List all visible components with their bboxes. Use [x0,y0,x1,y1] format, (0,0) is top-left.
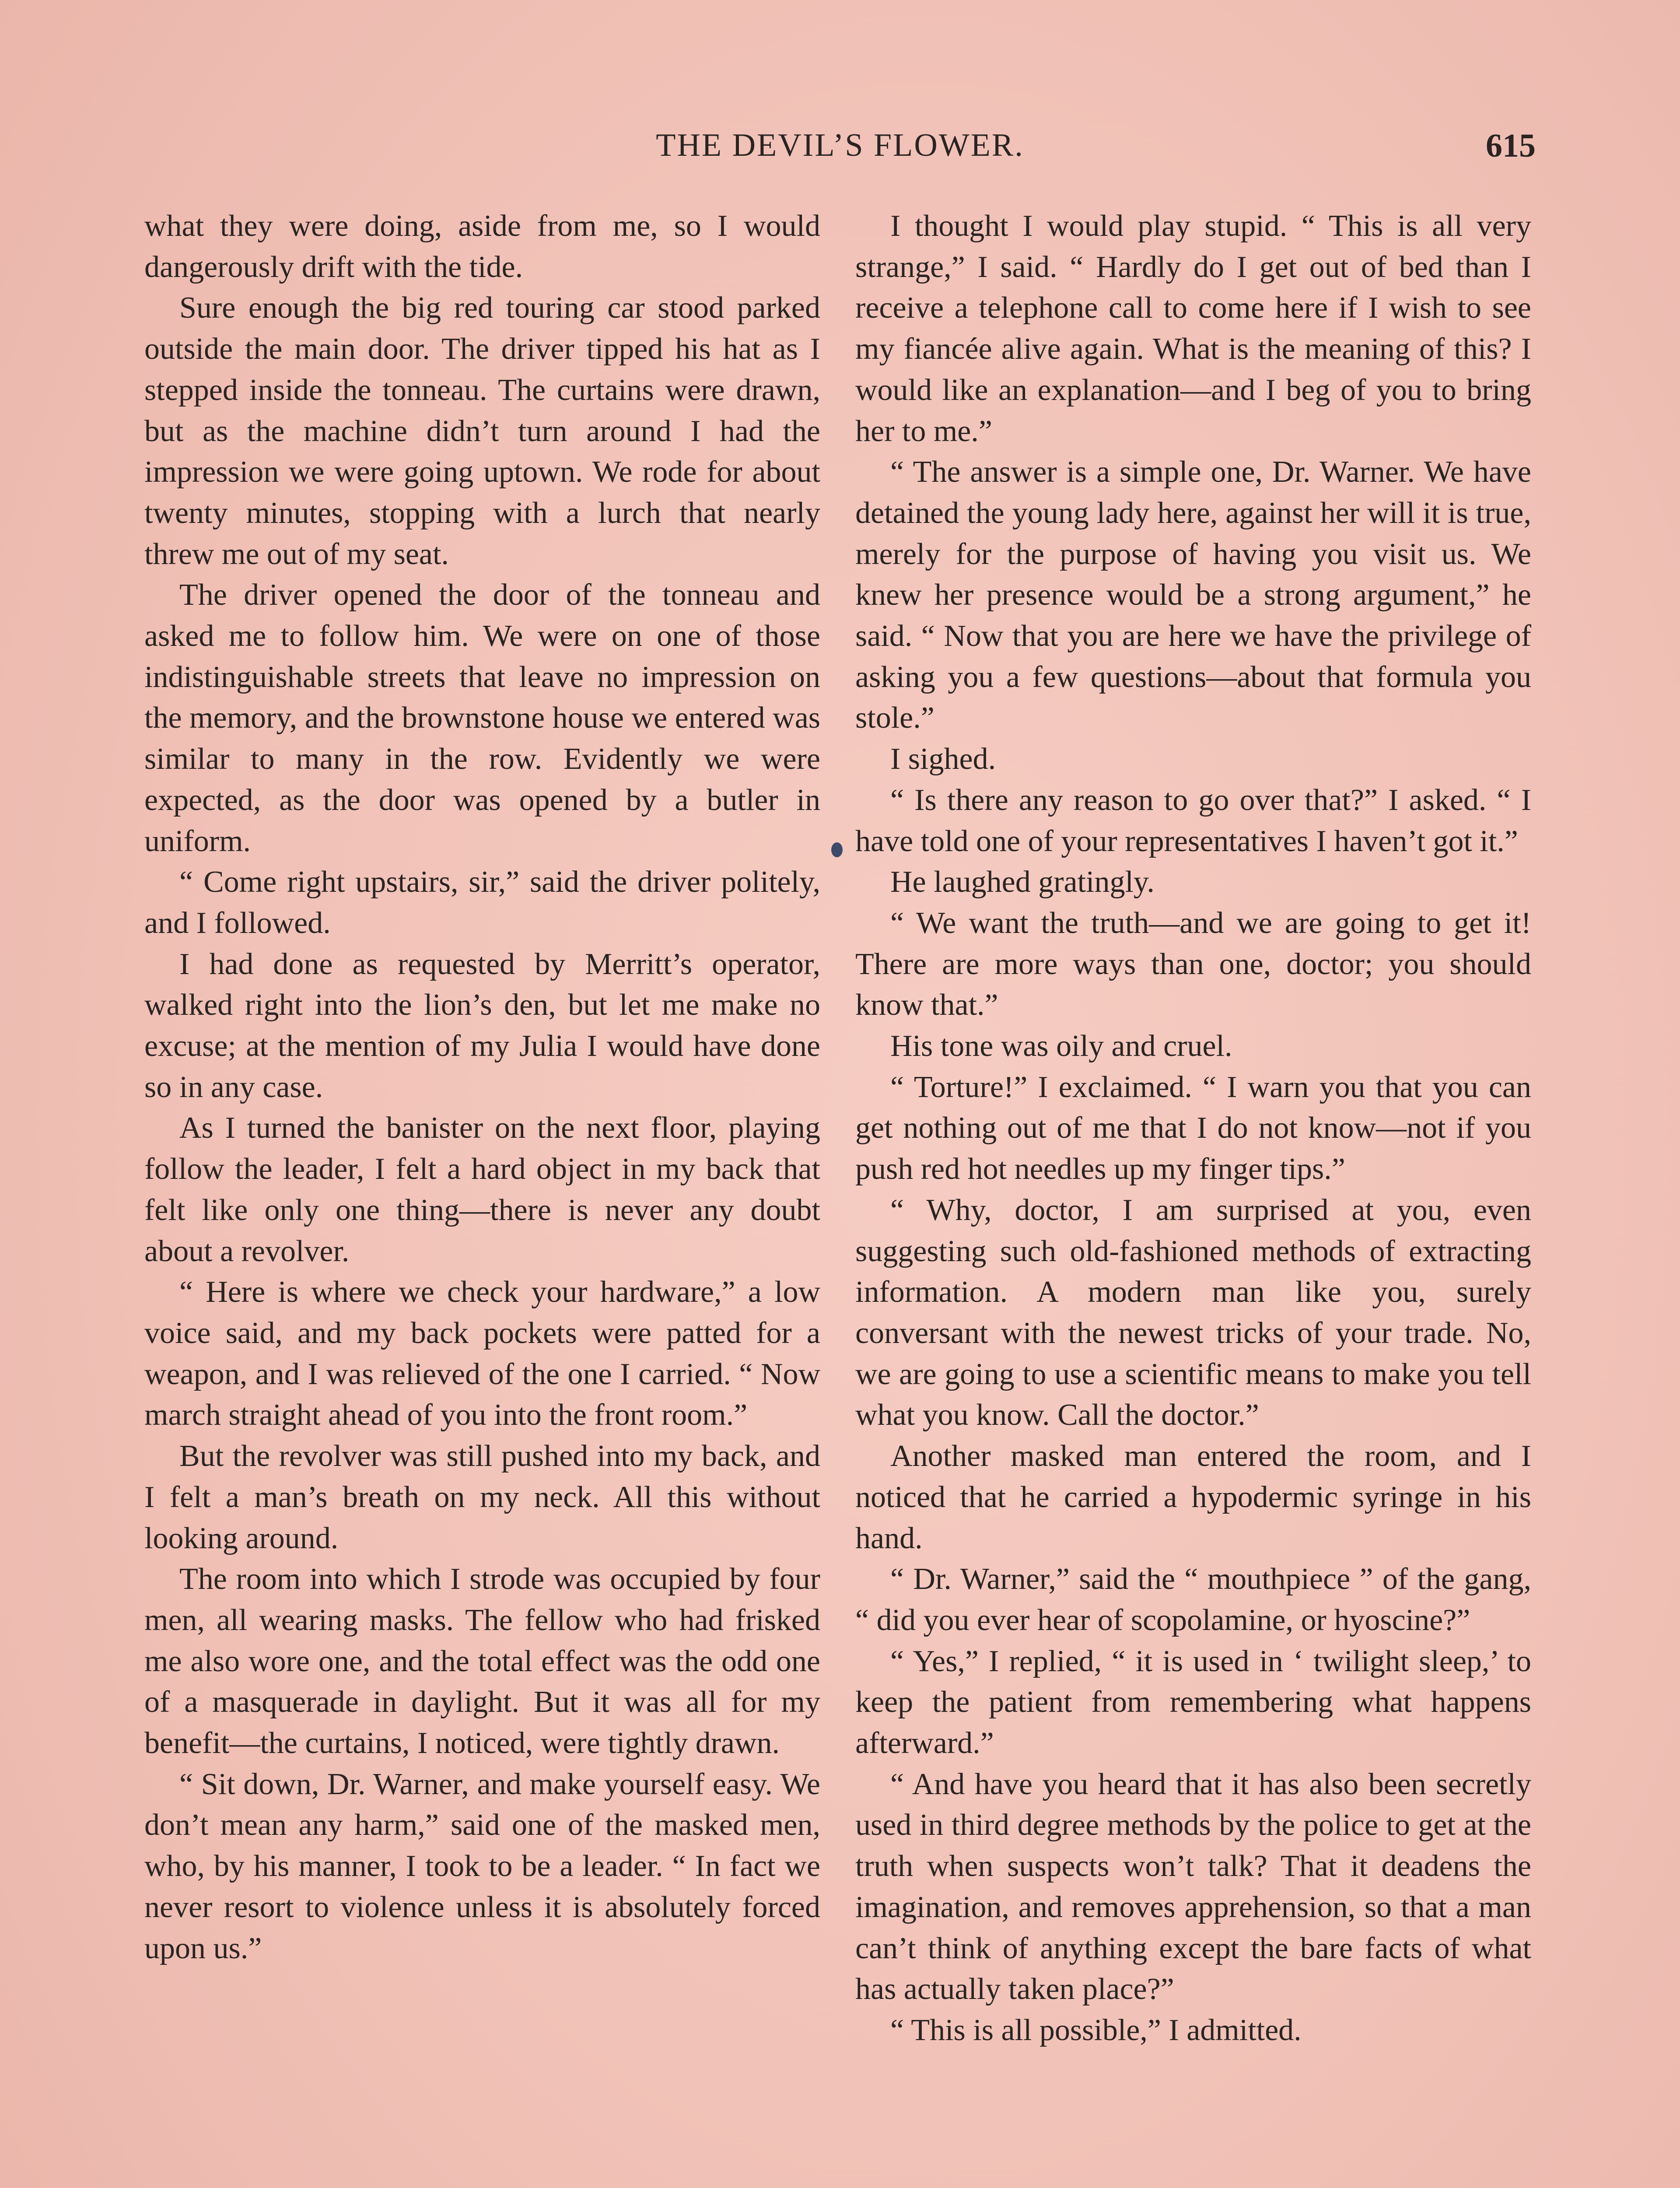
paragraph: His tone was oily and cruel. [890,1029,1232,1063]
paragraph: “ This is all possible,” I admitted. [890,2013,1302,2047]
right-text-column [855,206,1531,2051]
paragraph: “ Is there any reason to go over that?” I asked. “ I have told one of your representatives I haven’t got it.” [855,783,1531,858]
paragraph: “ The answer is a simple one, Dr. Warner. We have detained the young lady here, against her will it is true, merely for the purpose of having you visit us. We knew her presence would be a strong argument,” he said. “ Now that you are here we have the privilege of asking you a few questions—about that formula you stole.” [855,455,1531,735]
running-head-title: THE DEVIL’S FLOWER. [656,127,1024,163]
paragraph: I had done as requested by Merritt’s operator, walked right into the lion’s den, but let me make no excuse; at the mention of my Julia I would have done so in any case. [144,947,820,1104]
paragraph: But the revolver was still pushed into my back, and I felt a man’s breath on my neck. All this without looking around. [144,1439,820,1555]
paragraph: “ And have you heard that it has also been secretly used in third degree methods by the police to get at the truth when suspects won’t talk? That it deadens the imagination, and removes apprehension, so that a man can’t think of anything except the bare facts of what has actually taken place?” [855,1767,1531,2006]
paragraph: “ Torture!” I exclaimed. “ I warn you that you can get nothing out of me that I do not know—not if you push red hot needles up my finger tips.” [855,1070,1531,1186]
paragraph: The driver opened the door of the tonneau and asked me to follow him. We were on one of those indistinguishable streets that leave no impression on the memory, and the brownstone house we entered was similar to many in the row. Evidently we were expected, as the door was opened by a butler in uniform. [144,578,820,858]
paragraph: “ Yes,” I replied, “ it is used in ‘ twilight sleep,’ to keep the patient from remembering what happens afterward.” [855,1644,1531,1760]
paragraph: “ Come right upstairs, sir,” said the driver politely, and I followed. [144,865,820,940]
paragraph: what they were doing, aside from me, so I would dangerously drift with the tide. [144,209,820,284]
paragraph: I thought I would play stupid. “ This is all very strange,” I said. “ Hardly do I get out of bed than I receive a telephone call to come here if I wish to see my fiancée alive again. What is the meaning of this? I would like an explanation—and I beg of you to bring her to me.” [855,209,1531,448]
paragraph: I sighed. [890,742,996,776]
paragraph: “ Dr. Warner,” said the “ mouthpiece ” of the gang, “ did you ever hear of scopolamine, or hyoscine?” [855,1562,1531,1637]
page-header [144,127,1536,175]
paragraph: Another masked man entered the room, and I noticed that he carried a hypodermic syringe in his hand. [855,1439,1531,1555]
paragraph: As I turned the banister on the next floor, playing follow the leader, I felt a hard object in my back that felt like only one thing—there is never any doubt about a revolver. [144,1111,820,1268]
paragraph: “ We want the truth—and we are going to get it! There are more ways than one, doctor; you should know that.” [855,906,1531,1022]
page-number: 615 [1486,127,1536,164]
paragraph: He laughed gratingly. [890,865,1155,899]
ink-spot [831,842,843,857]
paragraph: “ Why, doctor, I am surprised at you, even suggesting such old-fashioned methods of extracting information. A modern man like you, surely conversant with the newest tricks of your trade. No, we are going to use a scientific means to make you tell what you know. Call the doctor.” [855,1193,1531,1432]
paragraph: “ Here is where we check your hardware,” a low voice said, and my back pockets were patted for a weapon, and I was relieved of the one I carried. “ Now march straight ahead of you into the front room.” [144,1275,820,1432]
paragraph: The room into which I strode was occupied by four men, all wearing masks. The fellow who had frisked me also wore one, and the total effect was the odd one of a masquerade in daylight. But it was all for my benefit—the curtains, I noticed, were tightly drawn. [144,1562,820,1760]
left-text-column [144,206,820,1969]
paragraph: “ Sit down, Dr. Warner, and make yourself easy. We don’t mean any harm,” said one of the masked men, who, by his manner, I took to be a leader. “ In fact we never resort to violence unless it is absolutely forced upon us.” [144,1767,820,1965]
paragraph: Sure enough the big red touring car stood parked outside the main door. The driver tipped his hat as I stepped inside the tonneau. The curtains were drawn, but as the machine didn’t turn around I had the impression we were going uptown. We rode for about twenty minutes, stopping with a lurch that nearly threw me out of my seat. [144,291,820,571]
